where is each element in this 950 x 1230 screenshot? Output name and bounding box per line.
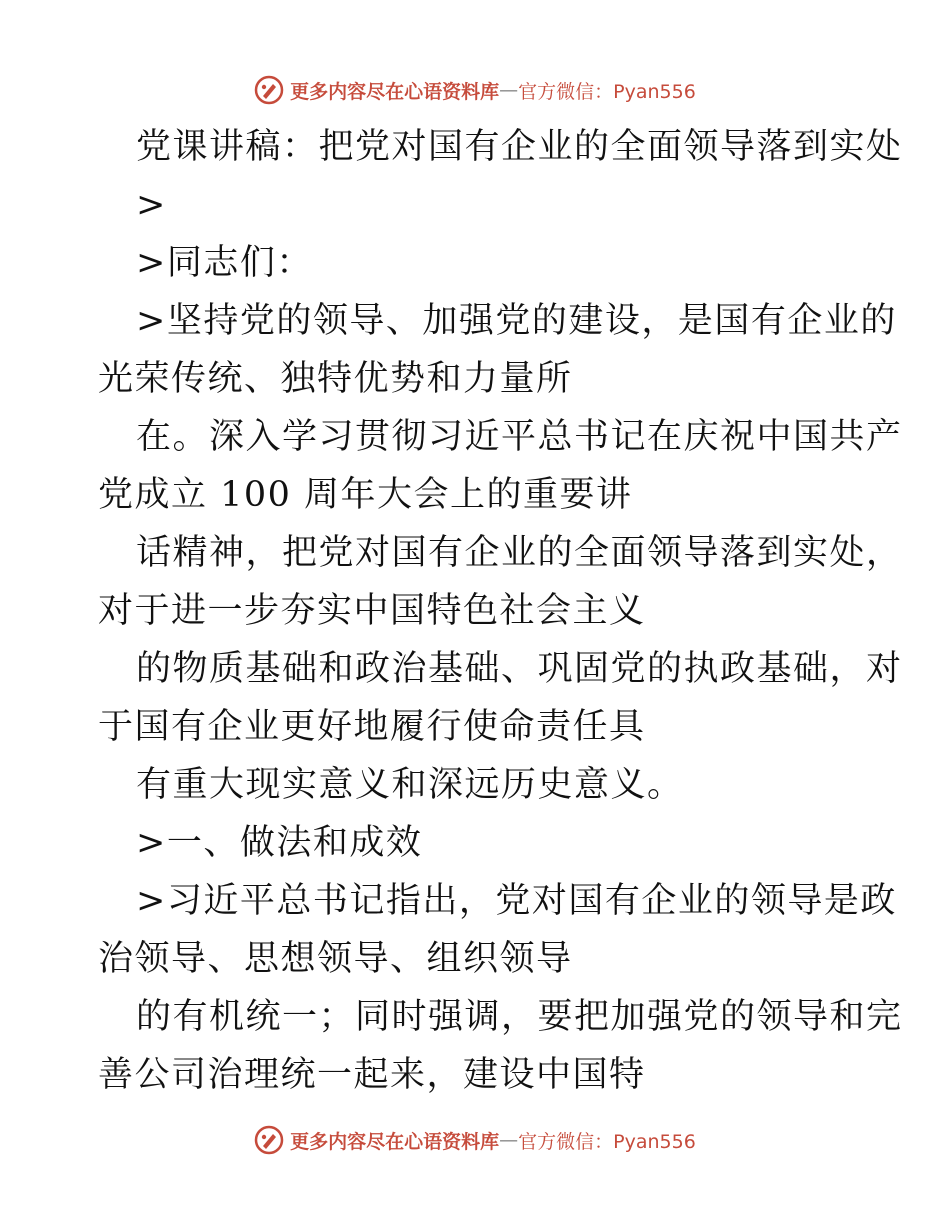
text-line: 的物质基础和政治基础、巩固党的执政基础，对 bbox=[136, 649, 903, 689]
banner-separator: — bbox=[499, 1129, 519, 1151]
text-line: 在。深入学习贯彻习近平总书记在庆祝中国共产 bbox=[136, 417, 903, 457]
text-line: 治领导、思想领导、组织领导 bbox=[98, 939, 573, 979]
text-line: 光荣传统、独特优势和力量所 bbox=[98, 359, 573, 399]
banner-main-text: 更多内容尽在心语资料库 bbox=[290, 1130, 500, 1153]
pen-seal-icon bbox=[254, 1125, 284, 1155]
section-heading: >一、做法和成效 bbox=[136, 823, 423, 863]
text-line: 于国有企业更好地履行使命责任具 bbox=[98, 707, 646, 747]
footer-watermark bbox=[0, 1120, 950, 1160]
banner-separator: — bbox=[499, 79, 519, 101]
pen-seal-icon bbox=[254, 75, 284, 105]
text-line: 的有机统一；同时强调，要把加强党的领导和完 bbox=[136, 997, 903, 1037]
text-line: 对于进一步夯实中国特色社会主义 bbox=[98, 591, 646, 631]
text-line: >坚持党的领导、加强党的建设，是国有企业的 bbox=[136, 301, 897, 341]
document-body bbox=[98, 118, 903, 1104]
text-line: 党成立 100 周年大会上的重要讲 bbox=[98, 475, 633, 515]
text-line: >习近平总书记指出，党对国有企业的领导是政 bbox=[136, 881, 897, 921]
document-title: 党课讲稿：把党对国有企业的全面领导落到实处 bbox=[136, 127, 903, 167]
text-line: 有重大现实意义和深远历史意义。 bbox=[136, 765, 684, 805]
banner-wechat-text: 官方微信：Pyan556 bbox=[518, 1130, 696, 1153]
text-line: > bbox=[136, 185, 167, 225]
banner-wechat-text: 官方微信：Pyan556 bbox=[518, 80, 696, 103]
text-line: 话精神，把党对国有企业的全面领导落到实处， bbox=[136, 533, 903, 573]
banner-main-text: 更多内容尽在心语资料库 bbox=[290, 80, 500, 103]
greeting-line: >同志们： bbox=[136, 243, 313, 283]
text-line: 善公司治理统一起来，建设中国特 bbox=[98, 1055, 646, 1095]
header-watermark bbox=[0, 70, 950, 110]
